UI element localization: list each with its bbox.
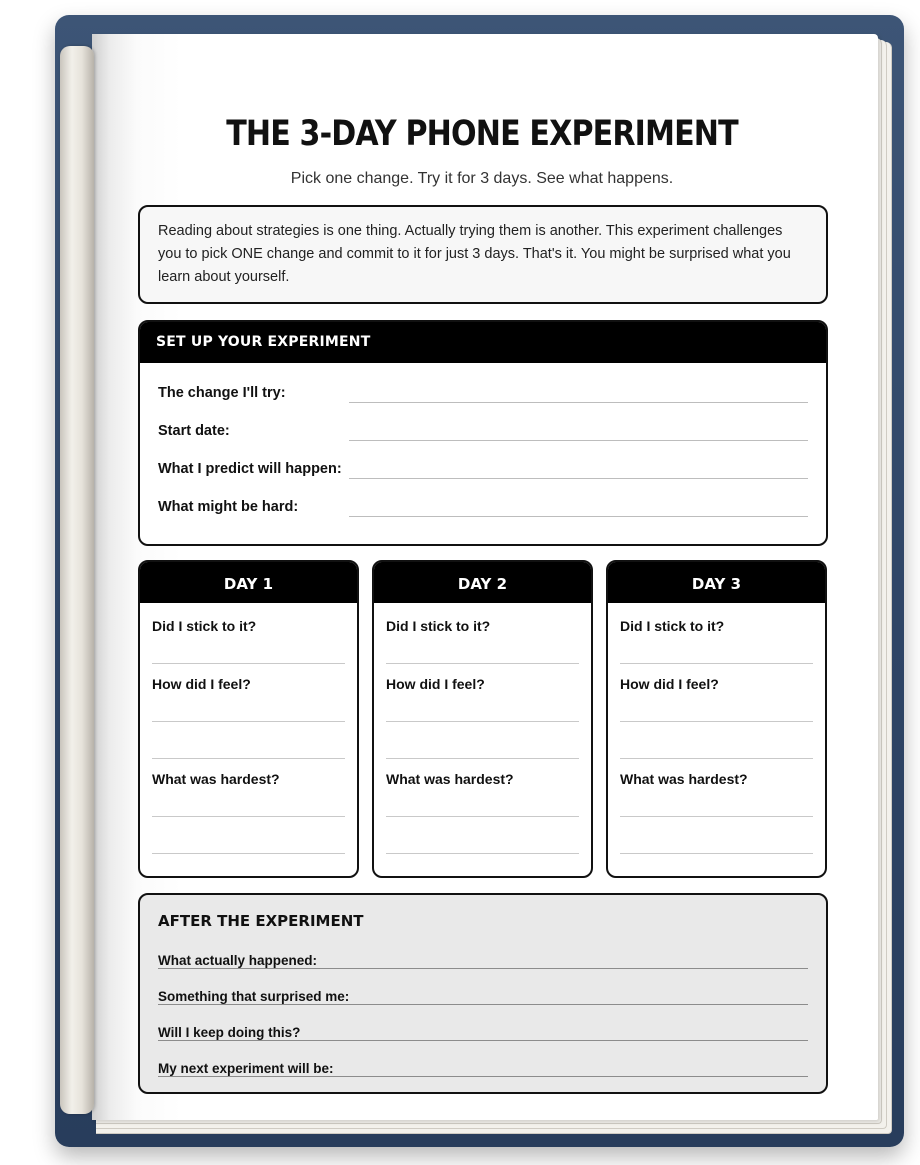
- write-in-line[interactable]: [158, 1040, 808, 1041]
- write-in-line[interactable]: [386, 853, 579, 854]
- after-row-happened: [158, 951, 808, 973]
- question-stick: Did I stick to it?: [620, 618, 725, 634]
- setup-row-prediction: [158, 459, 808, 483]
- setup-section: [138, 320, 828, 546]
- setup-label: What I predict will happen:: [158, 461, 342, 477]
- setup-row-hard: [158, 497, 808, 521]
- write-in-line[interactable]: [620, 721, 813, 722]
- setup-label: Start date:: [158, 423, 230, 439]
- day-header: DAY 2: [374, 562, 591, 603]
- write-in-line[interactable]: [158, 968, 808, 969]
- setup-header: SET UP YOUR EXPERIMENT: [140, 322, 826, 363]
- write-in-line[interactable]: [152, 853, 345, 854]
- day-header: DAY 1: [140, 562, 357, 603]
- write-in-line[interactable]: [152, 816, 345, 817]
- after-row-surprised: [158, 987, 808, 1009]
- after-header: AFTER THE EXPERIMENT: [158, 912, 364, 930]
- day-3-card: [606, 560, 827, 878]
- after-label: Will I keep doing this?: [158, 1025, 306, 1040]
- page-title: THE 3-DAY PHONE EXPERIMENT: [226, 114, 738, 154]
- question-hardest: What was hardest?: [386, 771, 514, 787]
- write-in-line[interactable]: [158, 1004, 808, 1005]
- write-in-line[interactable]: [620, 853, 813, 854]
- question-stick: Did I stick to it?: [386, 618, 491, 634]
- question-feel: How did I feel?: [620, 676, 719, 692]
- after-section: [138, 893, 828, 1094]
- write-in-line[interactable]: [349, 478, 808, 479]
- after-row-next: [158, 1059, 808, 1081]
- write-in-line[interactable]: [386, 816, 579, 817]
- setup-label: The change I'll try:: [158, 385, 286, 401]
- day-header: DAY 3: [608, 562, 825, 603]
- intro-box: [138, 205, 828, 304]
- write-in-line[interactable]: [386, 663, 579, 664]
- day-2-card: [372, 560, 593, 878]
- write-in-line[interactable]: [386, 758, 579, 759]
- question-stick: Did I stick to it?: [152, 618, 257, 634]
- question-feel: How did I feel?: [386, 676, 485, 692]
- setup-row-start-date: [158, 421, 808, 445]
- question-hardest: What was hardest?: [152, 771, 280, 787]
- write-in-line[interactable]: [152, 663, 345, 664]
- after-label: My next experiment will be:: [158, 1061, 340, 1076]
- write-in-line[interactable]: [152, 758, 345, 759]
- write-in-line[interactable]: [349, 402, 808, 403]
- write-in-line[interactable]: [349, 516, 808, 517]
- write-in-line[interactable]: [620, 816, 813, 817]
- write-in-line[interactable]: [349, 440, 808, 441]
- setup-row-change: [158, 383, 808, 407]
- question-feel: How did I feel?: [152, 676, 251, 692]
- question-hardest: What was hardest?: [620, 771, 748, 787]
- write-in-line[interactable]: [152, 721, 345, 722]
- after-label: What actually happened:: [158, 953, 323, 968]
- after-row-keep-doing: [158, 1023, 808, 1045]
- write-in-line[interactable]: [620, 758, 813, 759]
- after-label: Something that surprised me:: [158, 989, 355, 1004]
- setup-label: What might be hard:: [158, 499, 299, 515]
- write-in-line[interactable]: [386, 721, 579, 722]
- page-subtitle: Pick one change. Try it for 3 days. See what happens.: [290, 170, 674, 187]
- write-in-line[interactable]: [620, 663, 813, 664]
- book-spine: [60, 46, 94, 1114]
- write-in-line[interactable]: [158, 1076, 808, 1077]
- day-1-card: [138, 560, 359, 878]
- intro-text: Reading about strategies is one thing. Actually trying them is another. This experiment challenges you to pick ONE change and commit to it for just 3 days. That's it. You might be surprised what you learn about yourself.: [158, 223, 791, 285]
